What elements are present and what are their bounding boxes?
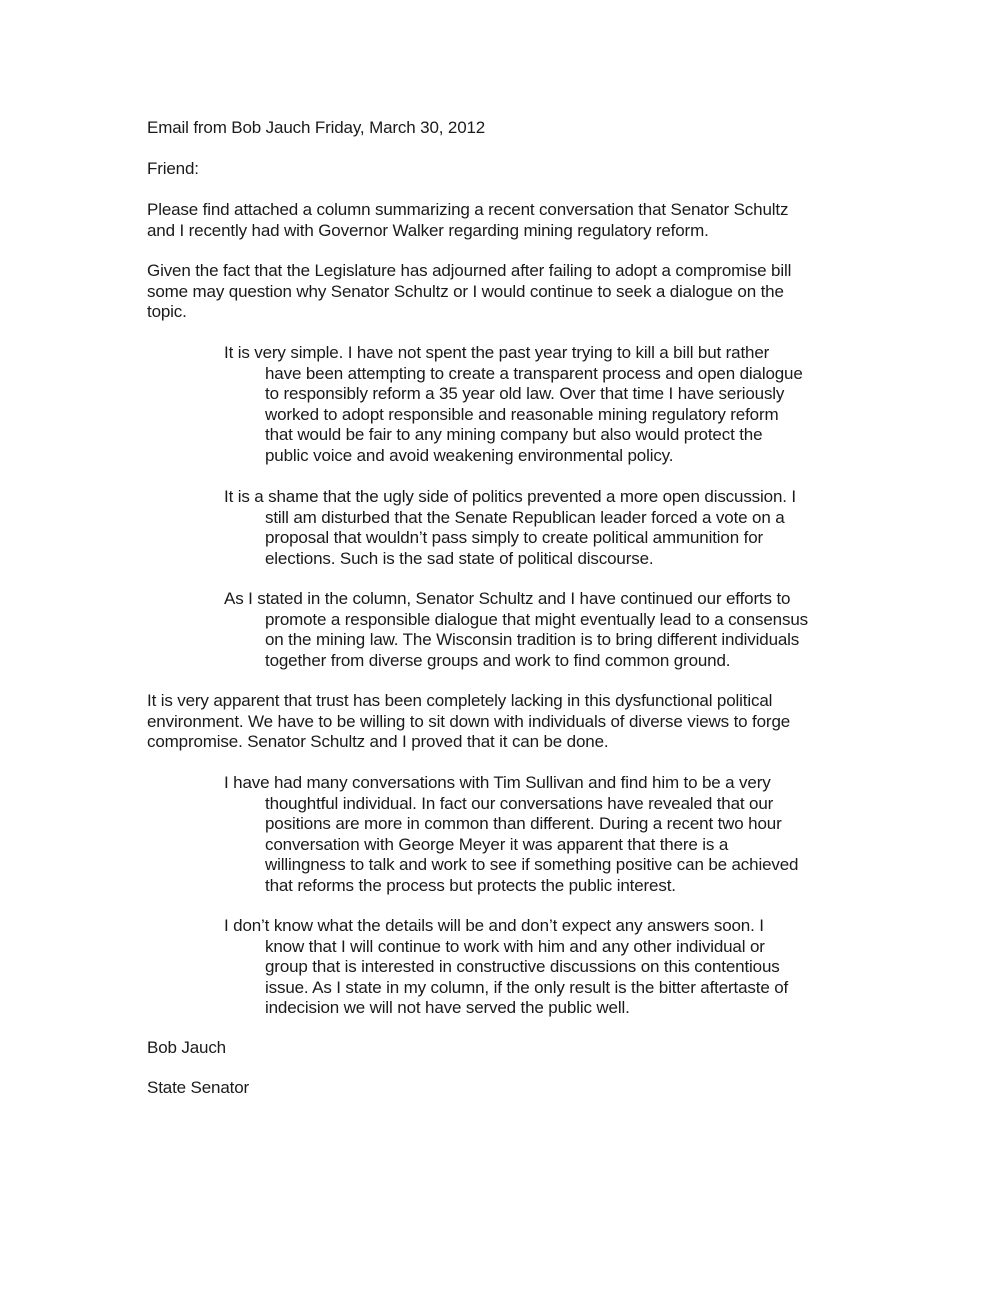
email-header-text: Email from Bob Jauch Friday, March 30, 2012 [147, 118, 486, 137]
paragraph-line: It is very simple. I have not spent the past year trying to kill a bill but rather [224, 343, 770, 362]
indented-paragraph-column [224, 589, 864, 671]
paragraph-line: together from diverse groups and work to find common ground. [265, 650, 731, 670]
paragraph-line: indecision we will not have served the public well. [265, 998, 630, 1018]
paragraph-line: Please find attached a column summarizing a recent conversation that Senator Schultz [147, 200, 789, 219]
paragraph-line: to responsibly reform a 35 year old law. Over that time I have seriously [265, 384, 785, 404]
paragraph-line: topic. [147, 302, 187, 322]
paragraph-line: willingness to talk and work to see if something positive can be achieved [265, 855, 799, 875]
paragraph-line: promote a responsible dialogue that might eventually lead to a consensus [265, 609, 808, 629]
paragraph-line: I don’t know what the details will be and don’t expect any answers soon. I [224, 916, 764, 935]
paragraph-trust [147, 691, 867, 753]
paragraph-line: still am disturbed that the Senate Republican leader forced a vote on a [265, 507, 785, 527]
paragraph-line: thoughtful individual. In fact our conversations have revealed that our [265, 793, 774, 813]
paragraph-line: positions are more in common than different. During a recent two hour [265, 814, 782, 834]
signature-title-text: State Senator [147, 1078, 250, 1097]
paragraph-line: compromise. Senator Schultz and I proved that it can be done. [147, 732, 609, 752]
salutation [147, 159, 867, 180]
paragraph-line: that would be fair to any mining company but also would protect the [265, 425, 763, 445]
paragraph-intro [147, 200, 867, 241]
paragraph-line: group that is interested in constructive discussions on this contentious [265, 957, 780, 977]
signature-title [147, 1078, 867, 1099]
paragraph-line: have been attempting to create a transparent process and open dialogue [265, 363, 803, 383]
paragraph-line: elections. Such is the sad state of political discourse. [265, 548, 654, 568]
paragraph-line: some may question why Senator Schultz or I would continue to seek a dialogue on the [147, 281, 784, 301]
indented-paragraph-simple [224, 343, 864, 467]
indented-paragraph-conversations [224, 773, 864, 897]
paragraph-line: on the mining law. The Wisconsin tradition is to bring different individuals [265, 630, 800, 650]
paragraph-line: know that I will continue to work with him and any other individual or [265, 936, 765, 956]
paragraph-line: It is very apparent that trust has been completely lacking in this dysfunctional political [147, 691, 773, 710]
indented-paragraph-details [224, 916, 864, 1019]
salutation-text: Friend: [147, 159, 199, 178]
paragraph-line: public voice and avoid weakening environmental policy. [265, 445, 674, 465]
signature-name [147, 1038, 867, 1059]
paragraph-line: I have had many conversations with Tim Sullivan and find him to be a very [224, 773, 771, 792]
paragraph-line: environment. We have to be willing to sit down with individuals of diverse views to forge [147, 711, 791, 731]
indented-paragraph-shame [224, 487, 864, 569]
email-header [147, 118, 867, 139]
paragraph-line: worked to adopt responsible and reasonable mining regulatory reform [265, 404, 779, 424]
paragraph-line: proposal that wouldn’t pass simply to create political ammunition for [265, 528, 764, 548]
paragraph-line: Given the fact that the Legislature has adjourned after failing to adopt a compromise bill [147, 261, 792, 280]
paragraph-context [147, 261, 867, 323]
paragraph-line: conversation with George Meyer it was apparent that there is a [265, 834, 729, 854]
paragraph-line: As I stated in the column, Senator Schultz and I have continued our efforts to [224, 589, 791, 608]
paragraph-line: It is a shame that the ugly side of politics prevented a more open discussion. I [224, 487, 796, 506]
paragraph-line: and I recently had with Governor Walker regarding mining regulatory reform. [147, 220, 709, 240]
paragraph-line: issue. As I state in my column, if the only result is the bitter aftertaste of [265, 977, 789, 997]
signature-name-text: Bob Jauch [147, 1038, 226, 1057]
paragraph-line: that reforms the process but protects the public interest. [265, 875, 676, 895]
